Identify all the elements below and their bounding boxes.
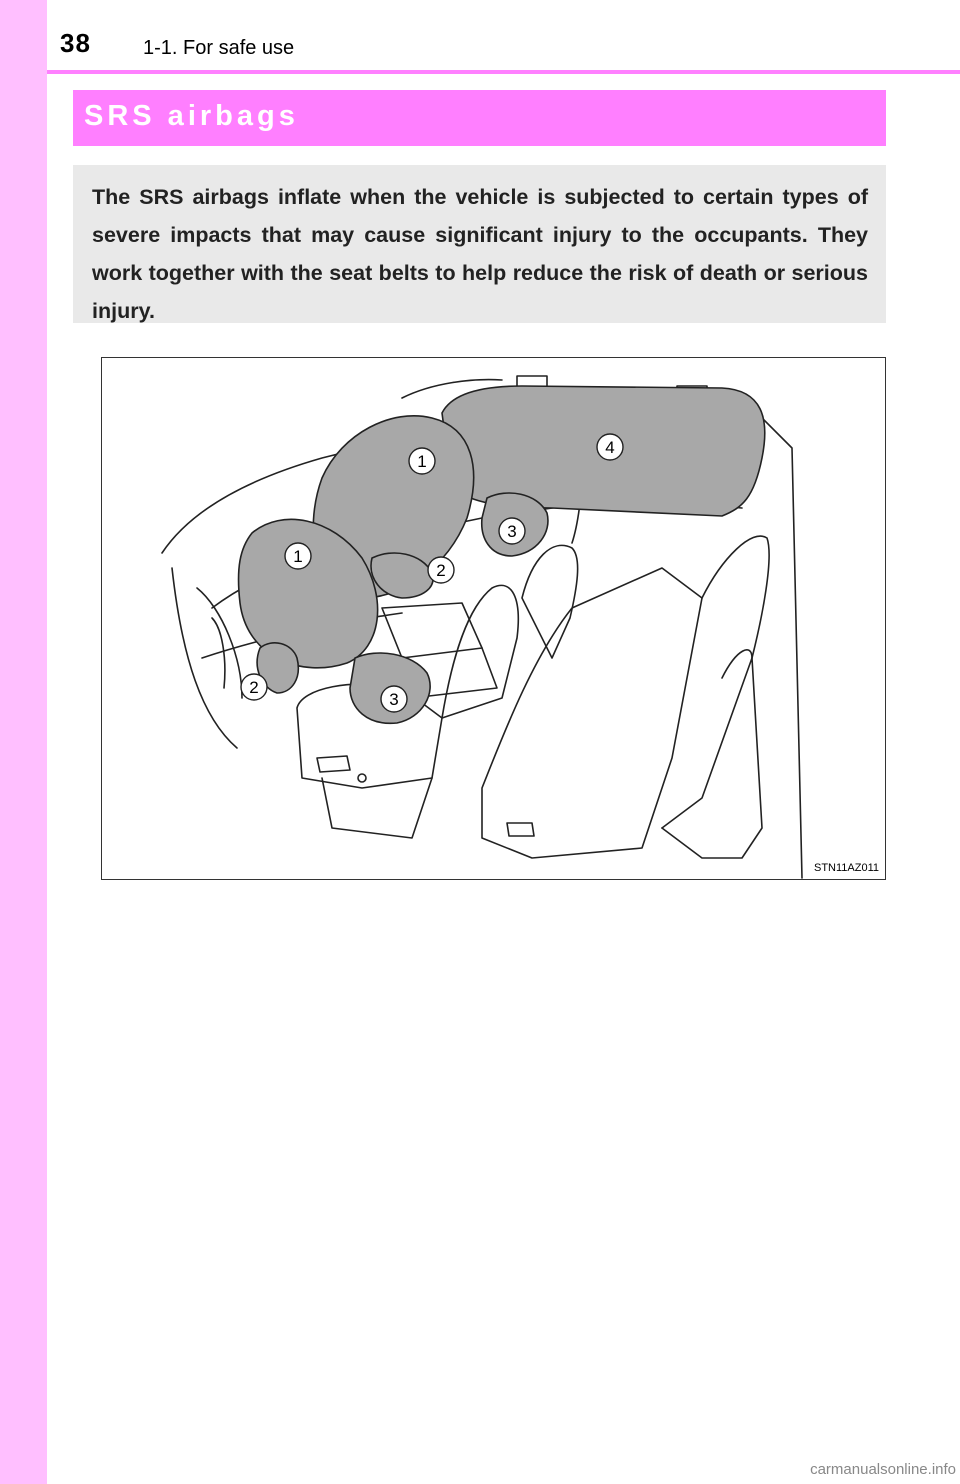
callout-3-driver bbox=[381, 686, 407, 712]
side-tab bbox=[0, 0, 47, 1484]
page-title: SRS airbags bbox=[84, 100, 299, 132]
svg-text:2: 2 bbox=[249, 678, 259, 697]
figure-code: STN11AZ011 bbox=[813, 862, 879, 874]
intro-text: The SRS airbags inflate when the vehicle is subjected to certain types of severe impacts that may cause significant injury to the occupants. They work together with the seat belts to help reduce the risk of death or serious injury. bbox=[92, 185, 868, 323]
callout-1-driver bbox=[285, 543, 311, 569]
section-heading: 1-1. For safe use bbox=[143, 37, 295, 59]
svg-text:1: 1 bbox=[417, 452, 427, 471]
svg-text:3: 3 bbox=[507, 522, 517, 541]
svg-text:4: 4 bbox=[605, 438, 615, 457]
airbag-illustration bbox=[101, 357, 886, 880]
svg-text:1: 1 bbox=[293, 547, 303, 566]
callout-1-passenger bbox=[409, 448, 435, 474]
callout-2-passenger bbox=[428, 557, 454, 583]
callout-4-curtain bbox=[597, 434, 623, 460]
title-bar bbox=[73, 90, 886, 146]
header-rule bbox=[47, 70, 960, 74]
watermark: carmanualsonline.info bbox=[810, 1461, 956, 1478]
page-number: 38 bbox=[60, 28, 91, 58]
intro-box bbox=[73, 165, 886, 323]
svg-text:2: 2 bbox=[436, 561, 446, 580]
callout-3-passenger bbox=[499, 518, 525, 544]
callout-2-driver bbox=[241, 674, 267, 700]
airbag-diagram bbox=[102, 358, 885, 879]
svg-text:3: 3 bbox=[389, 690, 399, 709]
